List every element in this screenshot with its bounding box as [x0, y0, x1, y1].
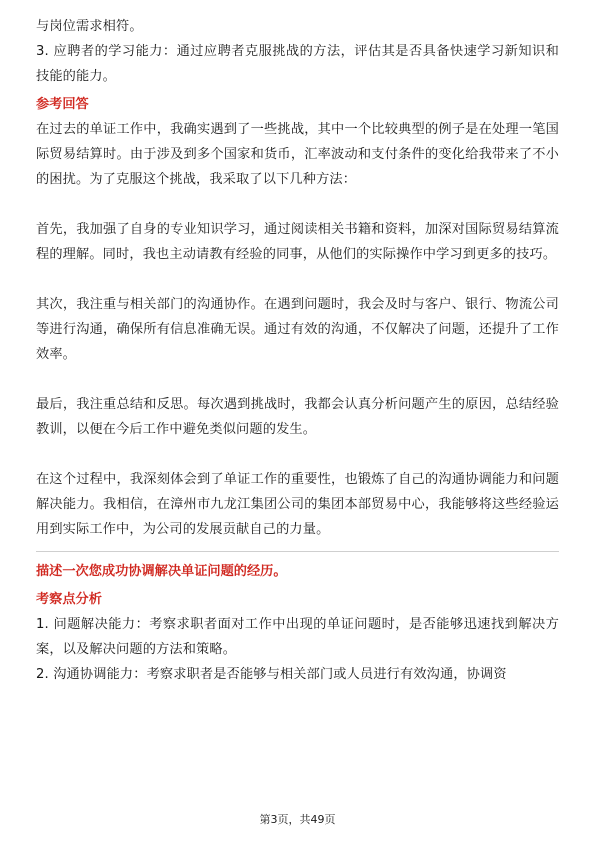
paragraph-gap: [36, 442, 559, 467]
paragraph-gap: [36, 267, 559, 292]
reference-answer-heading: 参考回答: [36, 97, 89, 112]
answer-paragraph-first: 首先，我加强了自身的专业知识学习，通过阅读相关书籍和资料，加深对国际贸易结算流程的理解。同时，我也主动请教有经验的同事，从他们的实际操作中学习到更多的技巧。: [36, 222, 559, 262]
assessment-point-3: 3. 应聘者的学习能力：通过应聘者克服挑战的方法，评估其是否具备快速学习新知识和技能的能力。: [36, 44, 559, 84]
analysis-point-1: 1. 问题解决能力：考察求职者面对工作中出现的单证问题时，是否能够迅速找到解决方案，以及解决问题的方法和策略。: [36, 617, 559, 657]
paragraph-gap: [36, 367, 559, 392]
page-number: 第3页，共49页: [259, 813, 336, 826]
continued-text: 与岗位需求相符。: [36, 19, 143, 34]
section-divider: [36, 551, 559, 552]
page-content: [36, 14, 559, 687]
answer-paragraph-intro: 在过去的单证工作中，我确实遇到了一些挑战，其中一个比较典型的例子是在处理一笔国际贸易结算时。由于涉及到多个国家和货币，汇率波动和支付条件的变化给我带来了不小的困扰。为了克服这个挑战，我采取了以下几种方法：: [36, 122, 559, 187]
analysis-point-2: 2. 沟通协调能力：考察求职者是否能够与相关部门或人员进行有效沟通，协调资: [36, 667, 507, 682]
question-title: 描述一次您成功协调解决单证问题的经历。: [36, 564, 287, 579]
answer-paragraph-conclusion: 在这个过程中，我深刻体会到了单证工作的重要性，也锻炼了自己的沟通协调能力和问题解决能力。我相信，在漳州市九龙江集团公司的集团本部贸易中心，我能够将这些经验运用到实际工作中，为公司的发展贡献自己的力量。: [36, 472, 559, 537]
answer-paragraph-last: 最后，我注重总结和反思。每次遇到挑战时，我都会认真分析问题产生的原因，总结经验教训，以便在今后工作中避免类似问题的发生。: [36, 397, 559, 437]
answer-paragraph-second: 其次，我注重与相关部门的沟通协作。在遇到问题时，我会及时与客户、银行、物流公司等进行沟通，确保所有信息准确无误。通过有效的沟通，不仅解决了问题，还提升了工作效率。: [36, 297, 559, 362]
paragraph-gap: [36, 192, 559, 217]
analysis-heading: 考察点分析: [36, 592, 102, 607]
